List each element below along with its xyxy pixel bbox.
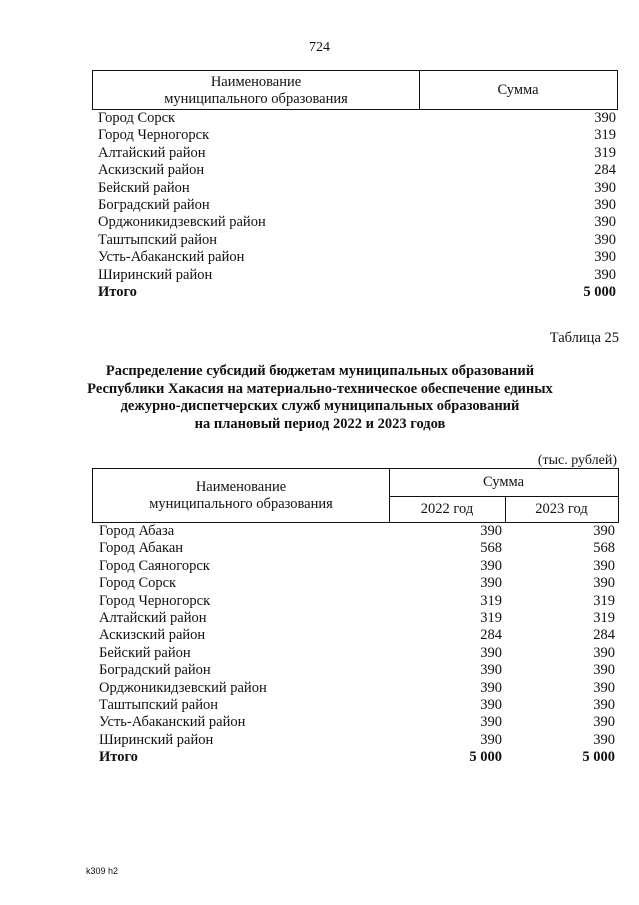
row-value-2023: 390	[593, 644, 615, 661]
row-value-2022: 390	[480, 731, 502, 748]
row-value-2023: 5 000	[582, 749, 615, 766]
row-name: Усть-Абаканский район	[99, 714, 246, 731]
row-value-2023: 390	[593, 679, 615, 696]
row-name: Город Черногорск	[99, 592, 211, 609]
row-name: Город Саяногорск	[99, 557, 210, 574]
row-value: 5 000	[583, 284, 616, 300]
row-name: Боградский район	[98, 197, 210, 213]
row-value: 390	[594, 249, 616, 266]
table-row	[99, 697, 615, 714]
row-value-2023: 390	[593, 731, 615, 748]
row-name: Ширинский район	[99, 731, 214, 748]
row-name: Итого	[99, 749, 138, 766]
row-value-2023: 284	[593, 627, 615, 644]
row-value-2022: 390	[480, 523, 502, 539]
row-name: Город Абаза	[99, 523, 175, 539]
table2-header	[92, 468, 619, 523]
table2-header-name	[93, 479, 389, 513]
table-row	[98, 197, 616, 214]
row-value-2023: 390	[593, 557, 615, 574]
table-row	[99, 610, 615, 627]
table-row	[98, 267, 616, 284]
units-label: (тыс. рублей)	[537, 453, 617, 468]
table-row	[99, 523, 615, 540]
table2-header-year-2022: 2022 год	[420, 501, 474, 517]
table-row	[99, 627, 615, 644]
row-value: 284	[594, 162, 616, 179]
page-number: 724	[309, 40, 330, 55]
row-value-2023: 568	[593, 540, 615, 557]
row-name: Город Сорск	[98, 110, 176, 126]
table1-header-name-line2: муниципального образования	[164, 91, 348, 107]
row-value-2022: 390	[480, 557, 502, 574]
table-row	[99, 540, 615, 557]
row-value-2022: 284	[480, 627, 502, 644]
row-name: Усть-Абаканский район	[98, 249, 245, 266]
row-value-2023: 390	[593, 697, 615, 713]
row-name: Бейский район	[98, 179, 190, 196]
row-value-2022: 390	[480, 714, 502, 731]
row-name: Таштыпский район	[99, 697, 219, 713]
row-value-2022: 390	[480, 662, 502, 679]
title-line-2: Республики Хакасия на материально-техническое обеспечение единых	[87, 380, 553, 397]
row-name: Алтайский район	[98, 144, 206, 161]
table-row	[99, 732, 615, 749]
row-value-2022: 568	[480, 540, 502, 557]
row-value-2022: 390	[480, 679, 502, 696]
row-value-2023: 390	[593, 714, 615, 731]
table-row	[98, 127, 616, 144]
table1-total-row	[98, 284, 616, 301]
row-name: Бейский район	[99, 644, 191, 661]
row-value: 390	[594, 266, 616, 283]
title-line-1: Распределение субсидий бюджетам муниципальных образований	[105, 363, 535, 379]
row-name: Алтайский район	[99, 610, 207, 626]
row-value: 390	[594, 179, 616, 196]
row-value-2023: 319	[593, 610, 615, 626]
table-row	[98, 214, 616, 231]
table2-header-divider-sum	[389, 496, 618, 497]
row-name: Боградский район	[99, 662, 211, 679]
row-name: Таштыпский район	[98, 231, 218, 248]
title-line-4: на плановый период 2022 и 2023 годов	[194, 415, 446, 432]
row-value-2023: 319	[593, 592, 615, 609]
row-name: Орджоникидзевский район	[99, 679, 267, 696]
table-row	[99, 575, 615, 592]
row-value: 390	[594, 110, 616, 126]
row-value: 390	[594, 231, 616, 248]
title-line-3: дежурно-диспетчерских служб муниципальных образований	[120, 398, 520, 414]
row-name: Орджоникидзевский район	[98, 214, 266, 231]
row-value-2023: 390	[593, 523, 615, 539]
table1-header-name	[93, 74, 419, 108]
row-value-2022: 319	[480, 592, 502, 609]
table-row	[98, 145, 616, 162]
row-value-2022: 390	[480, 575, 502, 592]
row-name: Итого	[98, 284, 137, 300]
table-row	[98, 249, 616, 266]
row-name: Город Абакан	[99, 540, 184, 557]
row-value-2022: 390	[480, 644, 502, 661]
row-value: 319	[594, 144, 616, 161]
row-value-2022: 5 000	[469, 749, 502, 766]
row-name: Город Сорск	[99, 575, 177, 592]
row-value-2022: 390	[480, 697, 502, 713]
row-name: Город Черногорск	[98, 127, 210, 144]
table2-header-year-2023: 2023 год	[535, 501, 588, 517]
table-row	[98, 232, 616, 249]
table1-header-name-line1: Наименование	[210, 74, 302, 90]
table-row	[99, 645, 615, 662]
row-name: Аскизский район	[98, 162, 205, 179]
table2-header-name-line2: муниципального образования	[149, 496, 333, 512]
row-value-2022: 319	[480, 610, 502, 626]
table-row	[98, 180, 616, 197]
row-value: 390	[594, 197, 616, 213]
table-row	[98, 162, 616, 179]
row-name: Ширинский район	[98, 266, 213, 283]
row-value-2023: 390	[593, 575, 615, 592]
table2-header-sum: Сумма	[482, 474, 525, 490]
table-title	[80, 363, 560, 433]
table-row	[98, 110, 616, 127]
table-row	[99, 662, 615, 679]
row-name: Аскизский район	[99, 627, 206, 644]
table-row	[99, 714, 615, 731]
table-caption: Таблица 25	[549, 330, 619, 346]
table2-header-name-line1: Наименование	[195, 479, 287, 495]
row-value-2023: 390	[593, 662, 615, 679]
table2-total-row	[99, 749, 615, 766]
table-row	[99, 593, 615, 610]
table-row	[99, 558, 615, 575]
row-value: 319	[594, 127, 616, 144]
row-value: 390	[594, 214, 616, 231]
footer-code: k309 h2	[86, 866, 119, 876]
table1-header	[92, 70, 618, 110]
table1-header-sum: Сумма	[497, 82, 539, 98]
table-row	[99, 680, 615, 697]
